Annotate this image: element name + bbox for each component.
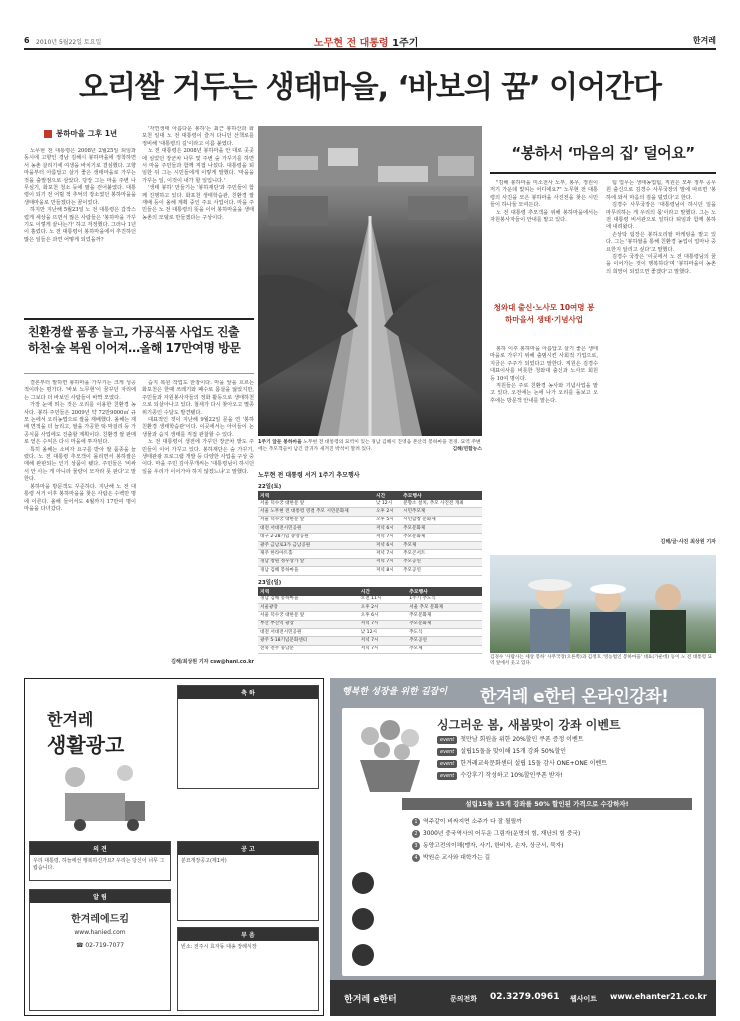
table-cell: 오후 2시 bbox=[359, 603, 407, 611]
box-header: 알 림 bbox=[30, 890, 170, 903]
table-cell: 추모콘서트 bbox=[401, 550, 482, 558]
opinion-box bbox=[29, 841, 171, 881]
box-body: 분묘개장공고(제1차) bbox=[181, 858, 227, 864]
table-cell: 추모문화제 bbox=[407, 612, 482, 620]
table-cell: 추모문화제 bbox=[407, 620, 482, 628]
box-body: 우리 대통령, 하늘에선 행복하신가요? 우리는 당신이 너무 그립습니다. bbox=[33, 858, 165, 871]
article-subhead bbox=[24, 318, 254, 374]
paragraph: 습지 복원 작업도 한창이다. 마을 앞을 흐르는 화포천은 한때 쓰레기와 폐수로 몸살을 앓았지만, 주민들과 자원봉사자들의 정화 활동으로 생태하천으로 되살아나고 있다. 철새가 다시 찾아오고 멸종위기종인 수달도 발견됐다. bbox=[142, 380, 254, 416]
box-body bbox=[30, 903, 170, 952]
table-row bbox=[258, 533, 482, 541]
memorial-schedule bbox=[258, 470, 482, 658]
ad-slogan: 행복한 성장을 위한 길잡이 bbox=[342, 687, 448, 697]
left-article-col2 bbox=[142, 126, 254, 314]
table-cell: 서울 노무현 전 대통령 영결 추모 시민문화제 bbox=[258, 508, 374, 516]
table-cell: 저녁 7시 bbox=[374, 558, 401, 566]
col-header: 시간 bbox=[374, 491, 401, 500]
table-cell: 오후 2시 bbox=[374, 508, 401, 516]
paragraph: 결론부터 말하면 봉하마을 가꾸기는 크게 성공적이라는 평가다. '바보 노무현'이 꿈꾸던 자리에는 그보다 더 바보인 사람들이 바짝 모였다. bbox=[24, 380, 136, 401]
table-cell: 대구 2·28기념 중앙공원 bbox=[258, 533, 374, 541]
caption-credit: 김해/연합뉴스 bbox=[452, 446, 482, 452]
table-cell: 저녁 7시 bbox=[374, 533, 401, 541]
ad-panel bbox=[342, 708, 704, 976]
inform-phone: ☎ 02-719-7077 bbox=[75, 942, 125, 949]
notice-box bbox=[177, 841, 319, 921]
people-photo bbox=[490, 555, 716, 653]
table-cell: 오후 6시 bbox=[359, 612, 407, 620]
table-cell: 1주기 추도식 bbox=[407, 596, 482, 604]
left-article-col1 bbox=[24, 148, 136, 314]
table-row bbox=[258, 612, 482, 620]
paragraph: '생태 봉하' 만들기는 '봉하재단'과 주민들이 함께 진행하고 있다. 화포천 생태학습관, 친환경 쌀 재배 등이 올해 계획 중인 주요 사업이다. 마을 주민들은 노 전 대통령의 뜻을 이어 봉하마을을 생태 농촌의 모델로 만들겠다는 구상이다. bbox=[142, 185, 254, 221]
subhead-line1: 친환경쌀 품종 늘고, 가공식품 사업도 진출 bbox=[28, 325, 240, 339]
table-cell: 추모문화제 bbox=[401, 525, 482, 533]
paragraph: 직원들은 주로 친환경 농사와 기념사업을 맡고 있다. 오전에는 논에 나가 오리를 돌보고 오후에는 방문객 안내를 맡는다. bbox=[490, 383, 598, 404]
inform-name: 한겨레에드킴 bbox=[71, 914, 129, 925]
schedule-title: 노무현 전 대통령 서거 1주기 추모행사 bbox=[258, 472, 360, 479]
event-item: event 수강후기 작성하고 10%할인쿠폰 받자! bbox=[437, 772, 563, 780]
course-item[interactable]: 2 3000년 중국역사의 어두운 그림자(운명의 힘, 재난의 힘 중국) bbox=[412, 830, 580, 838]
paragraph: 노 전 대통령은 2008년 봉하마을 안 대로 곳곳에 심었던 장군차 나무 및 주변 숲 가꾸기를 하면서 마을 주민들과 함께 직접 나섰다. 대통령을 퇴임한 뒤 그는 시민들에게 이렇게 말했다. '마을을 가꾸는 일, 이것이 내가 할 일입니다.' bbox=[142, 148, 254, 184]
footer-phone: 02.3279.0961 bbox=[490, 992, 560, 1002]
divider bbox=[490, 172, 716, 174]
table-cell: 저녁 6시 bbox=[374, 541, 401, 549]
table-cell: 분향소 설치, 추모 사진전 개최 bbox=[401, 500, 482, 508]
table-cell: 대전 서대전시민공원 bbox=[258, 629, 359, 637]
col-header: 추모행사 bbox=[401, 491, 482, 500]
box-body: 빈소: 전주시 효자동 대송 장례식장 bbox=[181, 944, 257, 950]
left-article-lower-col2 bbox=[142, 380, 254, 656]
table-cell: 저녁 7시 bbox=[359, 637, 407, 645]
article-kicker: 봉하마을 그후 1년 bbox=[44, 128, 224, 142]
table-row bbox=[258, 637, 482, 645]
table-row bbox=[258, 508, 482, 516]
ad-brand: 한겨레 bbox=[47, 710, 94, 729]
inform-url[interactable]: www.hanied.com bbox=[74, 929, 126, 936]
table-cell: 오전 11시 bbox=[359, 596, 407, 604]
table-cell: 서울 덕수궁 대한문 앞 bbox=[258, 516, 374, 524]
table-row bbox=[258, 567, 482, 575]
table-cell: 추모공연 bbox=[407, 637, 482, 645]
newspaper-logo: 한겨레 bbox=[692, 36, 716, 45]
table-cell: 오후 5시 bbox=[374, 516, 401, 524]
box-header: 공 고 bbox=[178, 842, 318, 855]
table-cell: 추모제 bbox=[401, 541, 482, 549]
table-cell: 경남 김해 봉하마을 bbox=[258, 567, 374, 575]
classified-ad bbox=[24, 678, 324, 1016]
celebrate-box bbox=[177, 685, 319, 789]
paragraph: 김경수 사무국장은 '대통령님이 하시던 일을 마무리하는 게 우리의 몫'이라고 말했다. 그는 노 전 대통령 비서관으로 일하다 퇴임과 함께 봉하에 내려왔다. bbox=[606, 202, 716, 231]
col-header: 지역 bbox=[258, 491, 374, 500]
subhead-line2: 하천·숲 복원 이어져…올해 17만여명 방문 bbox=[28, 341, 241, 355]
col-header: 지역 bbox=[258, 587, 359, 596]
table-cell: 서울광장 bbox=[258, 603, 359, 611]
table-cell: 저녁 7시 bbox=[359, 620, 407, 628]
footer-web-label: 웹사이트 bbox=[570, 995, 598, 1003]
ad-title: 한겨레 e한터 온라인강좌! bbox=[480, 687, 669, 707]
caption-title: 1주기 앞둔 봉하마을 bbox=[258, 440, 302, 445]
course-item[interactable]: 1 역주같이 비싸지면 소주가 다 잘 될릴까 bbox=[412, 818, 522, 826]
paragraph: '자연생태 아름다운 봉하'는 최근 봉하산과 화포천 일대 노 전 대통령이 즐겨 다니던 산책로를 정비해 '대통령의 길'이라고 이름 붙였다. bbox=[142, 126, 254, 147]
box-header: 부 음 bbox=[178, 928, 318, 941]
photo-illustration bbox=[258, 126, 482, 436]
inform-box bbox=[29, 889, 171, 1011]
ad-title: 생활광고 bbox=[47, 733, 125, 757]
paragraph: 대표적인 것이 지난해 9월22일 문을 연 '봉하 친환경 생태학습관'이다. 이곳에서는 아이들이 논 생물과 습지 생태를 직접 관찰할 수 있다. bbox=[142, 417, 254, 438]
table-row bbox=[258, 525, 482, 533]
aerial-photo bbox=[258, 126, 482, 436]
table-cell: 추모제 bbox=[407, 645, 482, 653]
paragraph: 팀 업무는 생태농업팀, 직원은 모두 정부 공무원 출신으로 김경수 사무국장의 말에 따르면 '봉하에 와서 마음의 짐을 덜었다'고 한다. bbox=[606, 180, 716, 201]
table-cell: 전북 전주 풍남문 bbox=[258, 645, 359, 653]
col-header: 추모행사 bbox=[407, 587, 482, 596]
table-row bbox=[258, 541, 482, 549]
ehanter-ad bbox=[330, 678, 716, 1016]
right-article-byline: 김해/글·사진 최상원 기자 bbox=[660, 539, 716, 545]
paragraph: 노 전 대통령이 생전에 가꾸던 장군차 밭도 주민들이 이어 가꾸고 있다. 봉하재단은 숲 가꾸기, 생태관광 프로그램 개발 등 다양한 사업을 구상 중이다. 마을 주민 김아무개씨는 '대통령님이 하시던 일을 우리가 이어가야 하지 않겠느냐'고 말했다. bbox=[142, 439, 254, 475]
table-cell: 시민합창 문화제 bbox=[401, 516, 482, 524]
table-cell: 시민추모제 bbox=[401, 508, 482, 516]
table-cell: 제주 한라아트홀 bbox=[258, 550, 374, 558]
event-item: event 첫만남 회원을 위한 20%할인 쿠폰 증정 이벤트 bbox=[437, 736, 584, 744]
footer-phone-label: 문의전화 bbox=[450, 995, 478, 1003]
right-article-title: “봉하서 ‘마음의 집’ 덜어요” bbox=[511, 144, 695, 162]
course-item[interactable]: 3 동양고전의이해(맹자, 사기, 한비자, 손자, 상군서, 묵자) bbox=[412, 842, 564, 850]
page-header bbox=[24, 34, 716, 50]
paragraph: 노 전 대통령 추모객을 위해 봉하마을에서는 자원봉사자들이 안내를 맡고 있다. bbox=[490, 209, 598, 224]
table-row bbox=[258, 550, 482, 558]
table-cell: 추모문화제 bbox=[401, 533, 482, 541]
table-cell: 부산 부산역 광장 bbox=[258, 620, 359, 628]
main-headline: 오리쌀 거두는 생태마을, ‘바보의 꿈’ 이어간다 bbox=[78, 70, 662, 105]
left-article-lower-col1 bbox=[24, 380, 136, 666]
table-cell: 추도식 bbox=[407, 629, 482, 637]
paragraph: 손상탁 팀장은 봉하오리쌀 마케팅을 맡고 있다. 그는 '봉하쌀을 통해 친환경 농업이 얼마나 중요한지 알리고 싶다'고 말했다. bbox=[606, 231, 716, 253]
table-cell: 추모공연 bbox=[401, 558, 482, 566]
paragraph: 봉하마을 방문객도 꾸준하다. 지난해 노 전 대통령 서거 이후 봉하마을을 찾은 사람은 수백만 명에 이른다. 올해 들어서도 4월까지 17만여 명이 마을을 다녀갔다. bbox=[24, 483, 136, 512]
schedule-table-day1 bbox=[258, 491, 482, 576]
section-badge bbox=[352, 944, 374, 966]
section-badge bbox=[352, 872, 374, 894]
table-cell: 경남 창원 정우상가 앞 bbox=[258, 558, 374, 566]
paragraph: 김경수 국장은 '이곳에서 노 전 대통령님의 꿈을 이어가는 것이 행복하다'며 '봉하마을이 농촌의 희망이 되었으면 좋겠다'고 말했다. bbox=[606, 254, 716, 275]
table-cell: 서울 덕수궁 대한문 앞 bbox=[258, 612, 359, 620]
table-row bbox=[258, 645, 482, 653]
table-cell: 대전 서대전시민공원 bbox=[258, 525, 374, 533]
right-article-subtitle: 청와대 출신·노사모 10여명 봉하마을서 생태·기념사업 bbox=[493, 303, 595, 324]
table-cell: 낮 12시 bbox=[359, 629, 407, 637]
table-row bbox=[258, 558, 482, 566]
caption-text: 노무현 전 대통령의 묘역이 있는 경남 김해시 진영읍 본산리 봉하마을 전경. 묘역 주변에는 추모객들이 남긴 글귀가 새겨진 박석이 깔려 있다. bbox=[258, 440, 481, 452]
table-cell: 저녁 6시 bbox=[374, 525, 401, 533]
table-row bbox=[258, 500, 482, 508]
event-item: event 한겨레교육문화센터 설립 15돌 감사 ONE+ONE 이벤트 bbox=[437, 760, 607, 768]
article-byline: 김해/최상원 기자 csw@hani.co.kr bbox=[171, 659, 254, 665]
table-row bbox=[258, 596, 482, 604]
footer-url[interactable]: www.ehanter21.co.kr bbox=[610, 992, 707, 1001]
col-header: 시간 bbox=[359, 587, 407, 596]
table-cell: 저녁 7시 bbox=[374, 550, 401, 558]
table-cell: 저녁 8시 bbox=[374, 567, 401, 575]
table-cell: 경남 김해 봉하마을 bbox=[258, 596, 359, 604]
box-header: 의 견 bbox=[30, 842, 170, 855]
right-article-col1-top bbox=[490, 180, 598, 298]
paragraph: 가장 눈에 띄는 것은 오리를 이용한 친환경 농사다. 봉하 주민들은 2009년 약 72만9000㎡ 규모 논에서 오리농법으로 쌀을 재배했다. 올해는 재배 면적을 더 늘리고, 쌀을 가공한 떡·막걸리 등 가공식품 사업에도 진출할 계획이다. 친환경 쌀 판매로 얻은 수익은 다시 마을에 투자된다. bbox=[24, 402, 136, 446]
ad-footer bbox=[330, 980, 716, 1016]
box-body bbox=[178, 699, 318, 787]
people-photo-caption: 김경수 '사람사는 세상 봉하' 사무국장(오른쪽)과 김정호 '영농법인 봉하마을' 대표(가운데) 등이 노 전 대통령 묘역 앞에서 웃고 있다. bbox=[490, 655, 713, 667]
table-cell: 서울 덕수궁 대한문 앞 bbox=[258, 500, 374, 508]
photo-caption bbox=[258, 440, 482, 462]
promo-band: 설립15돌 15개 강좌를 50% 할인된 가격으로 수강하자! bbox=[402, 798, 692, 810]
footer-brand: 한겨레 e한터 bbox=[344, 995, 397, 1005]
table-row bbox=[258, 620, 482, 628]
table-cell: 저녁 7시 bbox=[359, 645, 407, 653]
paragraph: 노무현 전 대통령은 2008년 2월25일 퇴임과 동시에 고향인 경남 김해시 봉하마을에 정착하면서 농촌 살리기에 여생을 바치기로 결심했다. 고향마을부터 아름답고 살기 좋은 생태마을로 가꾸는 것을 출발점으로 삼았다. 당장 그는 마을 주변 나무심기, 화포천 청소 등에 팔을 걷어붙였다. 대통령이 되기 전 어릴 적 추억의 장소였던 봉하마을을 생태마을로 만들겠다는 꿈이었다. bbox=[24, 148, 136, 206]
table-cell: 광주 5·18기념문화센터 bbox=[258, 637, 359, 645]
section-badge bbox=[352, 908, 374, 930]
truck-illustration bbox=[55, 765, 155, 835]
table-cell: 광주 금남로3가 금남공원 bbox=[258, 541, 374, 549]
table-cell: 서울 추모 문화제 bbox=[407, 603, 482, 611]
right-article-col2 bbox=[606, 180, 716, 534]
table-row bbox=[258, 603, 482, 611]
right-article-col1-bottom bbox=[490, 346, 598, 550]
spring-event-title: 싱그러운 봄, 새봄맞이 강좌 이벤트 bbox=[437, 718, 621, 732]
section-title: 노무현 전 대통령 1주기 bbox=[314, 38, 419, 49]
table-row bbox=[258, 629, 482, 637]
paragraph: 특히 올해는 소비자 요구를 받아 쌀 품종을 늘렸다. 노 전 대통령 추모객이 몰리면서 봉하쌀은 매해 완판되는 인기 상품이 됐다. 주민들은 '비싸서 안 사는 게 아니라 물량이 모자라 못 판다'고 말한다. bbox=[24, 446, 136, 483]
page-number: 6 bbox=[24, 36, 30, 45]
paragraph: 봉하 이후 봉하마을 아름답고 살기 좋은 생태마을로 가꾸기 위해 출범시킨 사회적 기업으로, 지금은 주주가 되었다고 말한다. 직원은 김경수 대표이사를 비롯한 청와대 출신과 노사모 회원 등 10여 명이다. bbox=[490, 346, 598, 382]
box-header: 축 하 bbox=[178, 686, 318, 699]
photo-illustration bbox=[490, 555, 716, 653]
schedule-day2: 23일(일) bbox=[258, 579, 282, 586]
schedule-table-day2 bbox=[258, 587, 482, 655]
table-cell: 추모공연 bbox=[401, 567, 482, 575]
obituary-box bbox=[177, 927, 319, 1011]
flower-basket-icon bbox=[350, 716, 430, 794]
issue-date: 2010년 5월22일 토요일 bbox=[36, 39, 102, 46]
table-cell: 낮 12시 bbox=[374, 500, 401, 508]
paragraph: "김해 봉하마을 미소천사 노부, 봉우, 정원이 저기 가운데 빛띠는 어디에요?" 노무현 전 대통령의 사진을 모은 봉하마을 사진전을 찾은 시민들이 하나둘 모여든다. bbox=[490, 180, 598, 209]
course-item[interactable]: 4 박원순 교사와 대학가는 길 bbox=[412, 854, 490, 862]
table-row bbox=[258, 516, 482, 524]
paragraph: 하지만 지난해 5월23일 노 전 대통령은 갑작스럽게 세상을 뜨면서 많은 사람들은 '봉하마을 가꾸기도 이렇게 끝나는가' 하고 걱정했다. 그러나 1년이 흘렀다. 노 전 대통령이 봉하마을에서 추진하던 많은 일들은 과연 어떻게 되었을까? bbox=[24, 207, 136, 243]
event-item: event 설립15돌을 맞이해 15개 강좌 50%할인 bbox=[437, 748, 566, 756]
schedule-day1: 22일(토) bbox=[258, 484, 282, 490]
